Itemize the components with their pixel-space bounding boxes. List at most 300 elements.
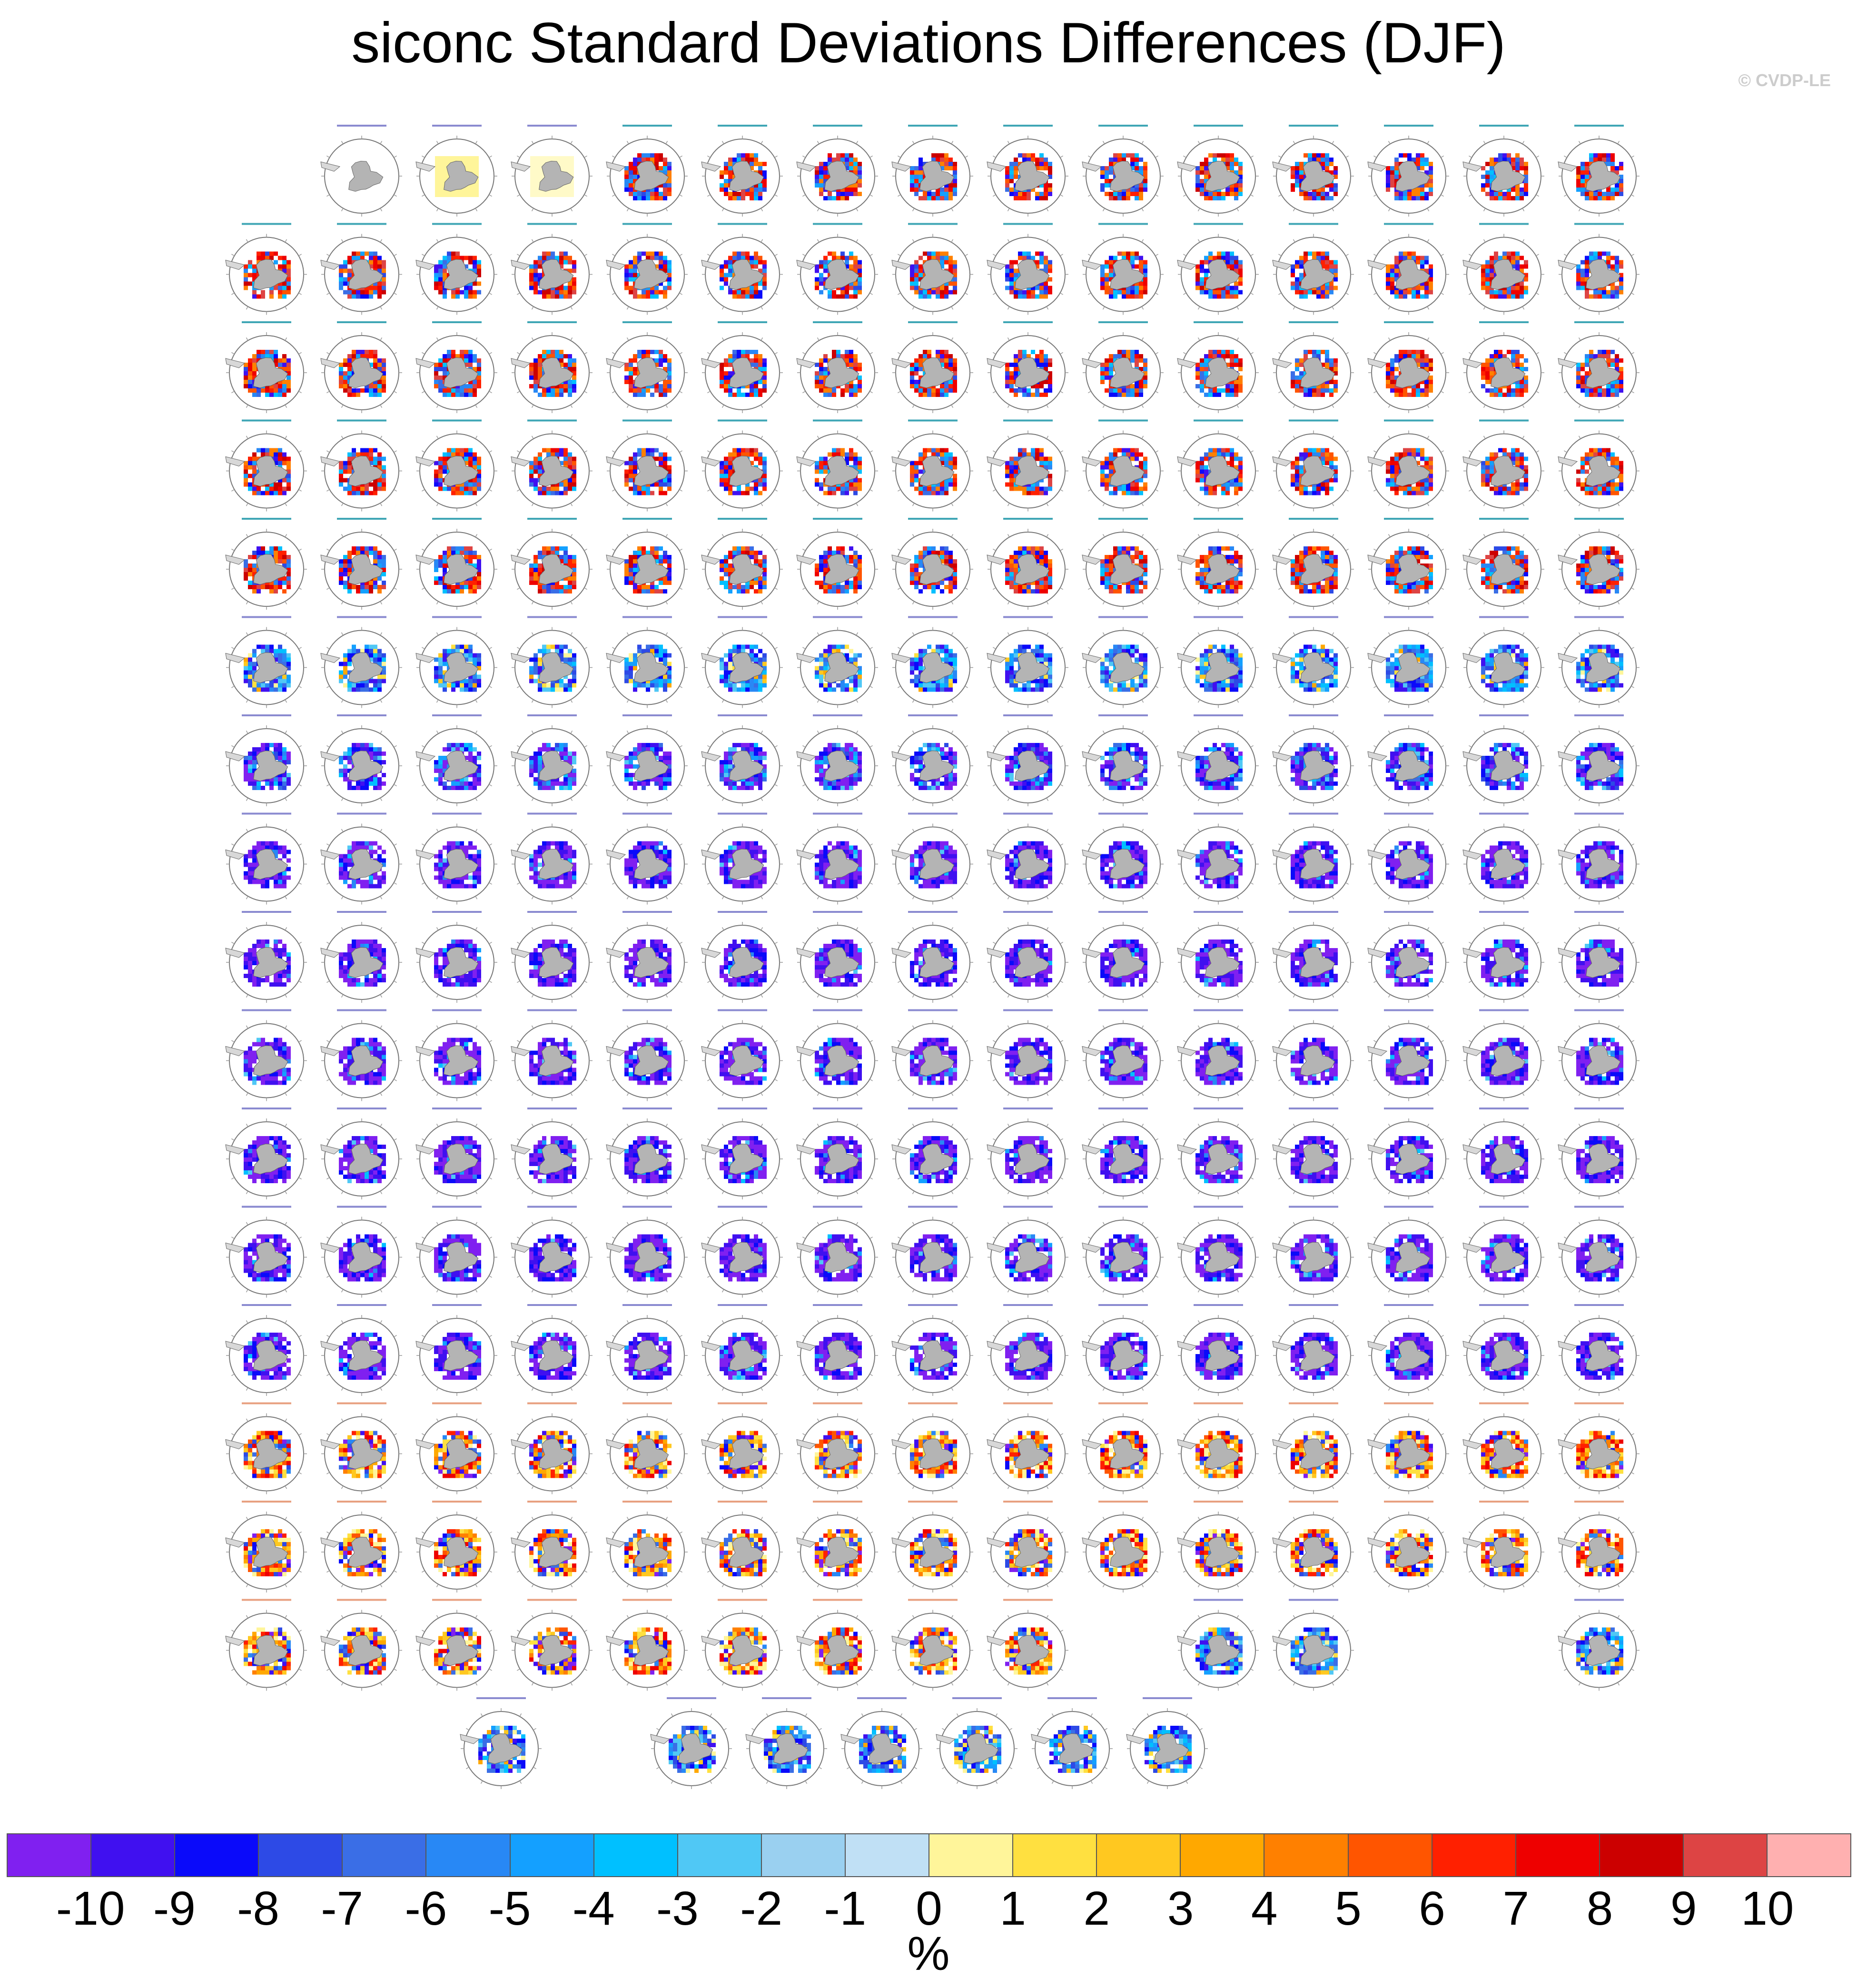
- data-cell: [1325, 196, 1329, 200]
- data-cell: [1200, 183, 1204, 188]
- data-cell: [1200, 162, 1204, 166]
- data-cell: [1295, 170, 1299, 175]
- data-cell: [1048, 188, 1052, 192]
- data-cell: [758, 196, 762, 200]
- data-cell: [940, 192, 944, 196]
- data-cell: [365, 295, 369, 299]
- data-cell: [745, 153, 750, 158]
- data-cell: [464, 256, 468, 260]
- graticule-tick: [571, 141, 573, 144]
- data-cell: [1524, 162, 1528, 166]
- data-cell: [1014, 175, 1018, 179]
- graticule-tick: [898, 195, 900, 197]
- panel-caption: [718, 125, 767, 127]
- data-cell: [360, 290, 365, 295]
- polar-map-panel: [1273, 125, 1354, 217]
- data-cell: [633, 192, 637, 196]
- data-cell: [252, 273, 257, 277]
- graticule-tick: [1183, 156, 1186, 158]
- data-cell: [1122, 153, 1126, 158]
- data-cell: [1195, 179, 1200, 183]
- data-cell: [667, 162, 672, 166]
- data-cell: [1325, 158, 1329, 162]
- data-cell: [724, 188, 728, 192]
- data-cell: [369, 252, 373, 256]
- data-cell: [447, 256, 451, 260]
- graticule-tick: [666, 307, 668, 309]
- graticule-tick: [517, 254, 520, 256]
- graticule-tick: [422, 293, 425, 295]
- graticule-tick: [1522, 208, 1524, 211]
- graticule-tick: [1389, 141, 1391, 144]
- data-cell: [1524, 170, 1528, 175]
- polar-map-panel: [606, 223, 688, 315]
- panel-caption: [908, 125, 958, 127]
- graticule-tick: [1579, 141, 1581, 144]
- data-cell: [1308, 192, 1312, 196]
- data-cell: [1039, 153, 1044, 158]
- graticule-tick: [489, 293, 492, 295]
- data-cell: [646, 192, 650, 196]
- data-cell: [572, 265, 576, 269]
- data-cell: [629, 170, 633, 175]
- polar-map-panel: [606, 125, 688, 217]
- graticule-tick: [584, 195, 587, 197]
- data-cell: [1135, 162, 1139, 166]
- data-cell: [1105, 183, 1109, 188]
- data-cell: [1027, 153, 1031, 158]
- data-cell: [1225, 162, 1230, 166]
- graticule-tick: [722, 208, 724, 211]
- data-cell: [1291, 183, 1295, 188]
- polar-map-panel: [321, 125, 402, 217]
- data-cell: [464, 290, 468, 295]
- data-cell: [274, 260, 278, 265]
- data-cell: [1394, 158, 1399, 162]
- data-cell: [468, 290, 473, 295]
- graticule-tick: [532, 307, 534, 309]
- graticule-tick: [394, 195, 397, 197]
- graticule-tick: [870, 195, 873, 197]
- data-cell: [819, 192, 823, 196]
- data-cell: [1490, 192, 1494, 196]
- data-cell: [724, 170, 728, 175]
- graticule-tick: [1579, 208, 1581, 211]
- data-cell: [1234, 196, 1238, 200]
- data-cell: [629, 162, 633, 166]
- graticule-tick: [666, 208, 668, 211]
- data-cell: [1403, 153, 1407, 158]
- graticule-tick: [380, 239, 382, 242]
- graticule-tick: [1389, 208, 1391, 211]
- data-cell: [633, 170, 637, 175]
- graticule-tick: [584, 293, 587, 295]
- data-cell: [1221, 196, 1225, 200]
- graticule-tick: [475, 307, 477, 309]
- data-cell: [1585, 162, 1589, 166]
- data-cell: [1511, 162, 1515, 166]
- data-cell: [1143, 179, 1147, 183]
- data-cell: [919, 158, 923, 162]
- data-cell: [919, 166, 923, 170]
- data-cell: [944, 188, 948, 192]
- data-cell: [1494, 192, 1498, 196]
- graticule-tick: [1008, 141, 1010, 144]
- data-cell: [1490, 158, 1494, 162]
- data-cell: [762, 183, 767, 188]
- data-cell: [572, 282, 576, 286]
- data-cell: [356, 295, 360, 299]
- data-cell: [1234, 162, 1238, 166]
- data-cell: [654, 188, 659, 192]
- graticule-tick: [584, 156, 587, 158]
- data-cell: [1429, 188, 1433, 192]
- data-cell: [533, 269, 538, 273]
- data-cell: [1312, 192, 1316, 196]
- data-cell: [1606, 153, 1610, 158]
- data-cell: [373, 265, 377, 269]
- data-cell: [347, 260, 352, 265]
- data-cell: [529, 282, 533, 286]
- data-cell: [914, 166, 919, 170]
- data-cell: [1295, 183, 1299, 188]
- data-cell: [1035, 192, 1039, 196]
- data-cell: [1394, 166, 1399, 170]
- data-cell: [274, 252, 278, 256]
- data-cell: [836, 192, 840, 196]
- data-cell: [1217, 196, 1221, 200]
- data-cell: [546, 295, 551, 299]
- data-cell: [629, 188, 633, 192]
- data-cell: [1113, 153, 1117, 158]
- data-cell: [1386, 179, 1390, 183]
- graticule-tick: [666, 141, 668, 144]
- graticule-tick: [342, 208, 344, 211]
- data-cell: [659, 153, 663, 158]
- data-cell: [438, 286, 443, 290]
- data-cell: [1009, 192, 1014, 196]
- polar-map-panel: [797, 125, 878, 217]
- data-cell: [1333, 183, 1338, 188]
- graticule-tick: [1008, 208, 1010, 211]
- data-cell: [1498, 153, 1502, 158]
- data-cell: [356, 290, 360, 295]
- data-cell: [762, 188, 767, 192]
- graticule-tick: [1251, 156, 1254, 158]
- data-cell: [858, 162, 862, 166]
- data-cell: [1238, 192, 1243, 196]
- data-cell: [1602, 153, 1606, 158]
- data-cell: [369, 260, 373, 265]
- data-cell: [1009, 166, 1014, 170]
- graticule-tick: [1618, 208, 1620, 211]
- data-cell: [1580, 175, 1585, 179]
- graticule-tick: [1294, 141, 1295, 144]
- data-cell: [1420, 162, 1424, 166]
- data-cell: [1204, 170, 1208, 175]
- data-cell: [646, 153, 650, 158]
- graticule-tick: [285, 239, 287, 242]
- data-cell: [1593, 153, 1598, 158]
- data-cell: [572, 290, 576, 295]
- data-cell: [819, 188, 823, 192]
- data-cell: [1420, 188, 1424, 192]
- graticule-tick: [612, 156, 615, 158]
- data-cell: [244, 277, 248, 282]
- data-cell: [382, 282, 386, 286]
- graticule-tick: [1346, 156, 1349, 158]
- data-cell: [1394, 170, 1399, 175]
- data-cell: [1044, 196, 1048, 200]
- data-cell: [282, 290, 286, 295]
- graticule-tick: [707, 156, 710, 158]
- graticule-tick: [1251, 195, 1254, 197]
- data-cell: [356, 252, 360, 256]
- panel-caption: [432, 125, 482, 127]
- data-cell: [1238, 162, 1243, 166]
- data-cell: [261, 256, 265, 260]
- data-cell: [563, 290, 568, 295]
- data-cell: [1424, 158, 1429, 162]
- data-cell: [853, 162, 858, 166]
- data-cell: [728, 166, 732, 170]
- data-cell: [1299, 170, 1304, 175]
- data-cell: [1390, 179, 1394, 183]
- data-cell: [758, 162, 762, 166]
- data-cell: [1195, 170, 1200, 175]
- data-cell: [1416, 162, 1420, 166]
- data-cell: [750, 188, 754, 192]
- data-cell: [944, 166, 948, 170]
- graticule-tick: [571, 208, 573, 211]
- data-cell: [1225, 158, 1230, 162]
- data-cell: [1593, 196, 1598, 200]
- data-cell: [468, 295, 473, 299]
- data-cell: [1200, 188, 1204, 192]
- data-cell: [1139, 188, 1143, 192]
- data-cell: [1035, 196, 1039, 200]
- graticule-tick: [380, 307, 382, 309]
- data-cell: [624, 188, 629, 192]
- data-cell: [1308, 196, 1312, 200]
- data-cell: [1117, 158, 1122, 162]
- data-cell: [369, 286, 373, 290]
- data-cell: [438, 260, 443, 265]
- data-cell: [1394, 175, 1399, 179]
- data-cell: [737, 153, 741, 158]
- data-cell: [1329, 196, 1333, 200]
- data-cell: [451, 290, 455, 295]
- data-cell: [1593, 192, 1598, 196]
- data-cell: [750, 196, 754, 200]
- data-cell: [1520, 162, 1524, 166]
- data-cell: [750, 158, 754, 162]
- data-cell: [1109, 196, 1113, 200]
- data-cell: [832, 196, 836, 200]
- data-cell: [377, 282, 382, 286]
- data-cell: [1195, 188, 1200, 192]
- data-cell: [434, 286, 438, 290]
- data-cell: [663, 166, 667, 170]
- graticule-tick: [380, 208, 382, 211]
- data-cell: [1524, 183, 1528, 188]
- data-cell: [654, 158, 659, 162]
- data-cell: [1308, 153, 1312, 158]
- polar-map-panel: [987, 125, 1068, 217]
- graticule-tick: [326, 195, 329, 197]
- data-cell: [650, 192, 654, 196]
- data-cell: [1610, 192, 1615, 196]
- data-cell: [1018, 192, 1022, 196]
- data-cell: [919, 170, 923, 175]
- data-cell: [286, 260, 291, 265]
- data-cell: [1390, 170, 1394, 175]
- data-cell: [1386, 183, 1390, 188]
- data-cell: [356, 256, 360, 260]
- data-cell: [533, 290, 538, 295]
- data-cell: [1321, 196, 1325, 200]
- data-cell: [659, 166, 663, 170]
- data-cell: [1035, 162, 1039, 166]
- data-cell: [1308, 158, 1312, 162]
- data-cell: [1005, 188, 1009, 192]
- data-cell: [840, 196, 845, 200]
- data-cell: [629, 273, 633, 277]
- data-cell: [1291, 170, 1295, 175]
- graticule-tick: [532, 239, 534, 242]
- data-cell: [473, 265, 477, 269]
- data-cell: [659, 256, 663, 260]
- data-cell: [248, 265, 252, 269]
- data-cell: [559, 290, 563, 295]
- graticule-tick: [422, 195, 425, 197]
- data-cell: [1139, 158, 1143, 162]
- data-cell: [1507, 153, 1511, 158]
- graticule-tick: [584, 254, 587, 256]
- data-cell: [1403, 192, 1407, 196]
- data-cell: [1619, 179, 1623, 183]
- graticule-tick: [1484, 141, 1486, 144]
- data-cell: [1515, 162, 1520, 166]
- data-cell: [1615, 166, 1619, 170]
- polar-map-panel: [1177, 125, 1259, 217]
- data-cell: [286, 265, 291, 269]
- data-cell: [1416, 192, 1420, 196]
- data-cell: [1386, 175, 1390, 179]
- data-cell: [568, 290, 572, 295]
- data-cell: [278, 290, 282, 295]
- data-cell: [624, 269, 629, 273]
- data-cell: [732, 158, 737, 162]
- data-cell: [1524, 188, 1528, 192]
- data-cell: [1009, 170, 1014, 175]
- data-cell: [1208, 196, 1213, 200]
- data-cell: [282, 260, 286, 265]
- data-cell: [1022, 153, 1027, 158]
- graticule-tick: [475, 141, 477, 144]
- data-cell: [1580, 162, 1585, 166]
- data-cell: [1580, 188, 1585, 192]
- data-cell: [1576, 170, 1580, 175]
- graticule-tick: [1103, 141, 1105, 144]
- graticule-tick: [761, 141, 763, 144]
- graticule-tick: [1536, 195, 1539, 197]
- data-cell: [1490, 166, 1494, 170]
- data-cell: [1143, 162, 1147, 166]
- data-cell: [823, 166, 828, 170]
- data-cell: [1399, 196, 1403, 200]
- data-cell: [434, 277, 438, 282]
- data-cell: [563, 295, 568, 299]
- data-cell: [659, 265, 663, 269]
- data-cell: [1039, 162, 1044, 166]
- data-cell: [654, 153, 659, 158]
- data-cell: [1213, 153, 1217, 158]
- data-cell: [1139, 166, 1143, 170]
- data-cell: [836, 196, 840, 200]
- graticule-tick: [1060, 156, 1063, 158]
- data-cell: [1014, 162, 1018, 166]
- data-cell: [1429, 166, 1433, 170]
- data-cell: [750, 153, 754, 158]
- graticule-tick: [1469, 195, 1472, 197]
- data-cell: [1606, 196, 1610, 200]
- data-cell: [1481, 188, 1485, 192]
- graticule-tick: [380, 141, 382, 144]
- data-cell: [443, 265, 447, 269]
- data-cell: [1502, 192, 1507, 196]
- data-cell: [624, 179, 629, 183]
- graticule-tick: [856, 208, 858, 211]
- data-cell: [1304, 196, 1308, 200]
- data-cell: [948, 166, 953, 170]
- data-cell: [1022, 192, 1027, 196]
- data-cell: [1580, 170, 1585, 175]
- data-cell: [1031, 153, 1035, 158]
- data-cell: [1014, 166, 1018, 170]
- graticule-tick: [1631, 156, 1634, 158]
- graticule-tick: [1564, 195, 1567, 197]
- data-cell: [555, 290, 559, 295]
- data-cell: [1329, 158, 1333, 162]
- data-cell: [443, 273, 447, 277]
- data-cell: [724, 179, 728, 183]
- data-cell: [819, 183, 823, 188]
- data-cell: [477, 269, 481, 273]
- data-cell: [1299, 192, 1304, 196]
- data-cell: [819, 170, 823, 175]
- data-cell: [1329, 183, 1333, 188]
- data-cell: [1520, 188, 1524, 192]
- data-cell: [667, 188, 672, 192]
- data-cell: [538, 265, 542, 269]
- data-cell: [1399, 192, 1403, 196]
- data-cell: [629, 183, 633, 188]
- data-cell: [1507, 196, 1511, 200]
- data-cell: [360, 252, 365, 256]
- data-cell: [1412, 196, 1416, 200]
- data-cell: [274, 286, 278, 290]
- graticule-tick: [1618, 141, 1620, 144]
- data-cell: [1044, 166, 1048, 170]
- data-cell: [1027, 192, 1031, 196]
- data-cell: [828, 158, 832, 162]
- data-cell: [1325, 166, 1329, 170]
- graticule-tick: [1441, 195, 1444, 197]
- data-cell: [563, 256, 568, 260]
- data-cell: [1416, 188, 1420, 192]
- data-cell: [944, 192, 948, 196]
